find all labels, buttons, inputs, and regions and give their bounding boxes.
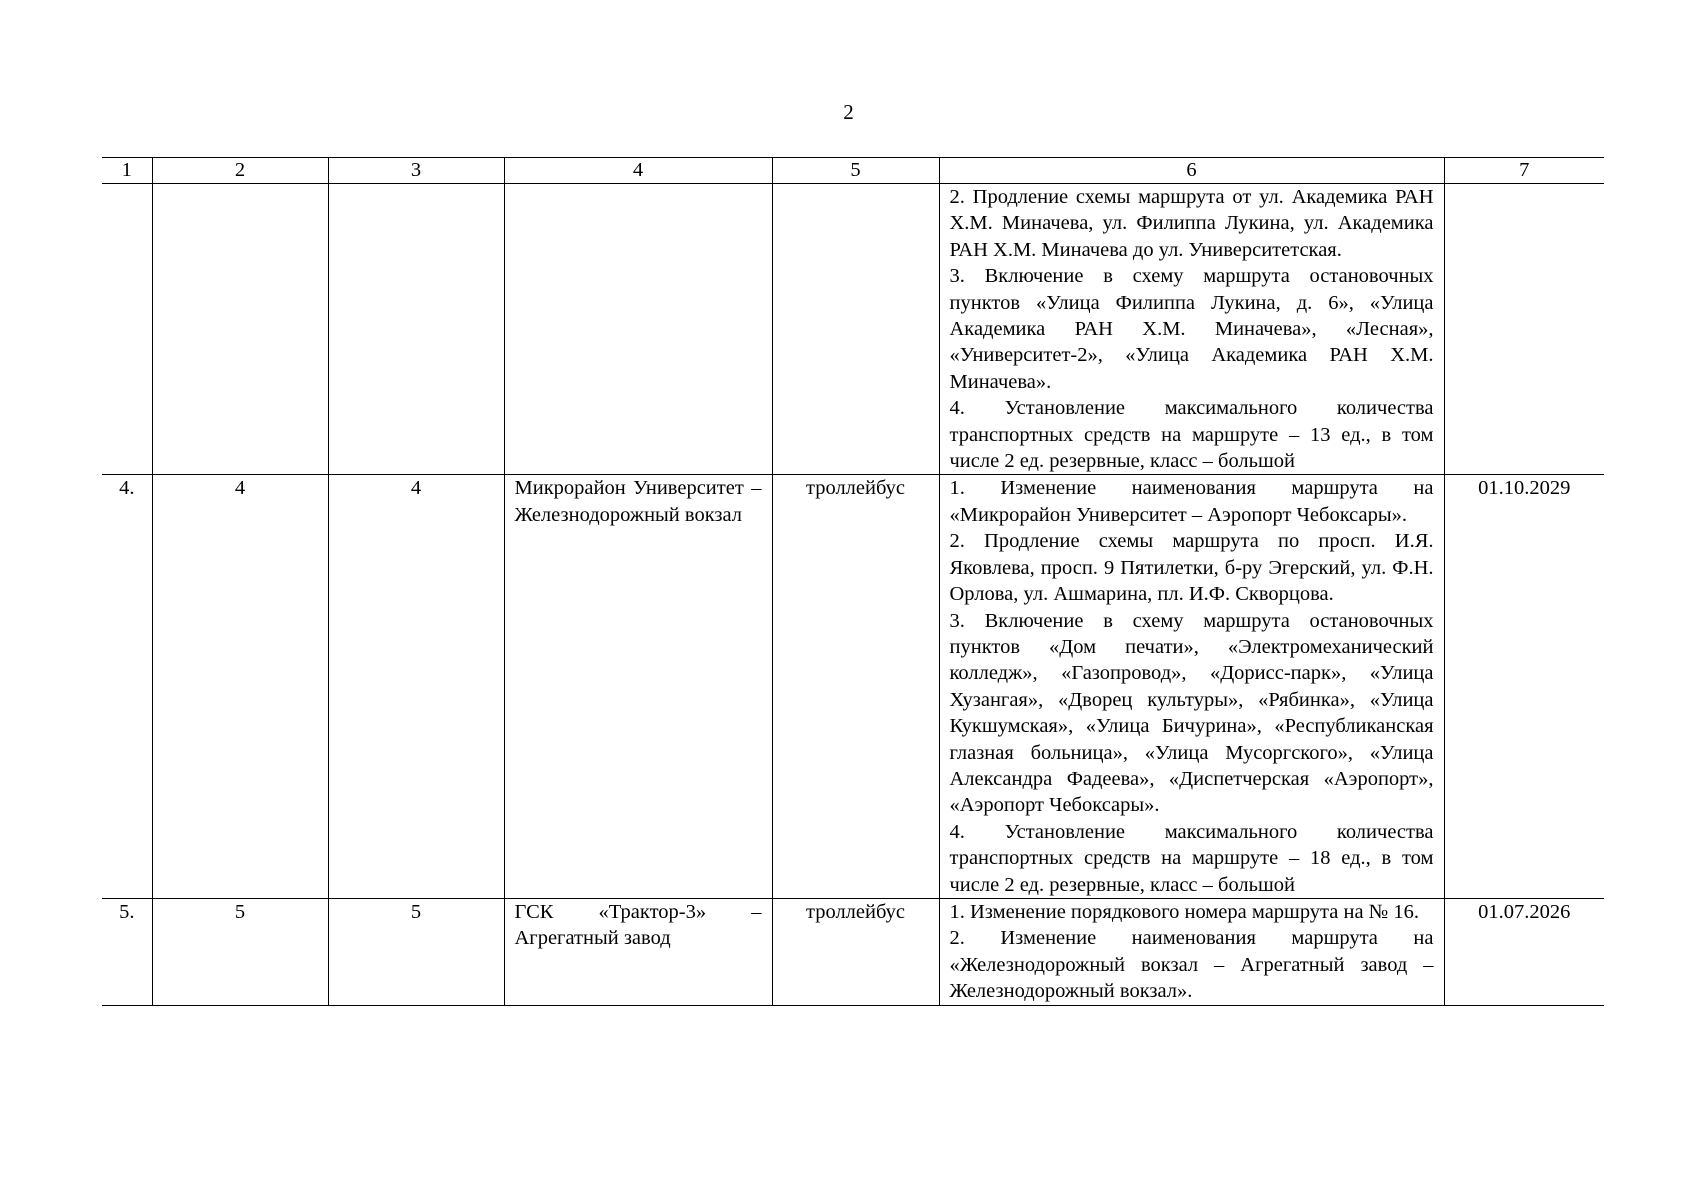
route-name-text: ГСК «Трактор-3» – Агрегатный завод (514, 900, 762, 950)
cell-date (1444, 184, 1604, 475)
cell-transport-type: троллейбус (772, 898, 939, 1005)
header-col-5: 5 (772, 158, 939, 184)
change-item: 4. Установление максимального количества транспортных средств на маршруте – 13 ед., в том числе 2 ед. резервные, класс – большой (949, 397, 1434, 473)
table-row (102, 184, 1604, 475)
cell-number: 4. (102, 475, 152, 899)
cell-col2: 4 (152, 475, 328, 899)
table-row (102, 475, 1604, 899)
header-col-1: 1 (102, 158, 152, 184)
header-col-2: 2 (152, 158, 328, 184)
routes-table (102, 157, 1604, 1006)
cell-date: 01.10.2029 (1444, 475, 1604, 899)
cell-route-name (504, 475, 772, 899)
cell-number: 5. (102, 898, 152, 1005)
cell-number (102, 184, 152, 475)
header-col-4: 4 (504, 158, 772, 184)
change-item: 1. Изменение наименования маршрута на «Микрорайон Университет – Аэропорт Чебоксары». (949, 477, 1434, 526)
change-item: 2. Изменение наименования маршрута на «Железнодорожный вокзал – Агрегатный завод – Железнодорожный вокзал». (949, 927, 1434, 1003)
page-number: 2 (843, 100, 854, 124)
header-col-3: 3 (328, 158, 504, 184)
header-col-6: 6 (939, 158, 1444, 184)
cell-col3 (328, 184, 504, 475)
header-col-7: 7 (1444, 158, 1604, 184)
cell-col2: 5 (152, 898, 328, 1005)
table-row (102, 898, 1604, 1005)
cell-route-name (504, 184, 772, 475)
change-item: 4. Установление максимального количества транспортных средств на маршруте – 18 ед., в том числе 2 ед. резервные, класс – большой (949, 820, 1434, 896)
cell-transport-type: троллейбус (772, 475, 939, 899)
change-item: 1. Изменение порядкового номера маршрута на № 16. (949, 900, 1419, 923)
change-item: 2. Продление схемы маршрута от ул. Академика РАН Х.М. Миначева, ул. Филиппа Лукина, ул. Академика РАН Х.М. Миначева до ул. Университетская. (949, 186, 1434, 261)
change-item: 3. Включение в схему маршрута остановочных пунктов «Дом печати», «Электромеханический колледж», «Газопровод», «Дорисс-парк», «Улица Хузангая», «Дворец культуры», «Рябинка», «Улица Кукшумская», «Улица Бичурина», «Республиканская глазная больница», «Улица Мусоргского», «Улица Александра Фадеева», «Диспетчерская «Аэропорт», «Аэропорт Чебоксары». (949, 609, 1434, 817)
cell-route-name (504, 898, 772, 1005)
cell-changes (939, 184, 1444, 475)
change-item: 2. Продление схемы маршрута по просп. И.Я. Яковлева, просп. 9 Пятилетки, б-ру Эгерский, ул. Ф.Н. Орлова, ул. Ашмарина, пл. И.Ф. Скворцова. (949, 530, 1434, 606)
cell-changes (939, 898, 1444, 1005)
route-name-text: Микрорайон Университет – Железнодорожный вокзал (514, 477, 762, 526)
cell-col2 (152, 184, 328, 475)
change-item: 3. Включение в схему маршрута остановочных пунктов «Улица Филиппа Лукина, д. 6», «Улица Академика РАН Х.М. Миначева», «Лесная», «Университет-2», «Улица Академика РАН Х.М. Миначева». (949, 265, 1434, 393)
header-row (102, 158, 1604, 184)
cell-transport-type (772, 184, 939, 475)
cell-changes (939, 475, 1444, 899)
cell-col3: 4 (328, 475, 504, 899)
cell-date: 01.07.2026 (1444, 898, 1604, 1005)
cell-col3: 5 (328, 898, 504, 1005)
